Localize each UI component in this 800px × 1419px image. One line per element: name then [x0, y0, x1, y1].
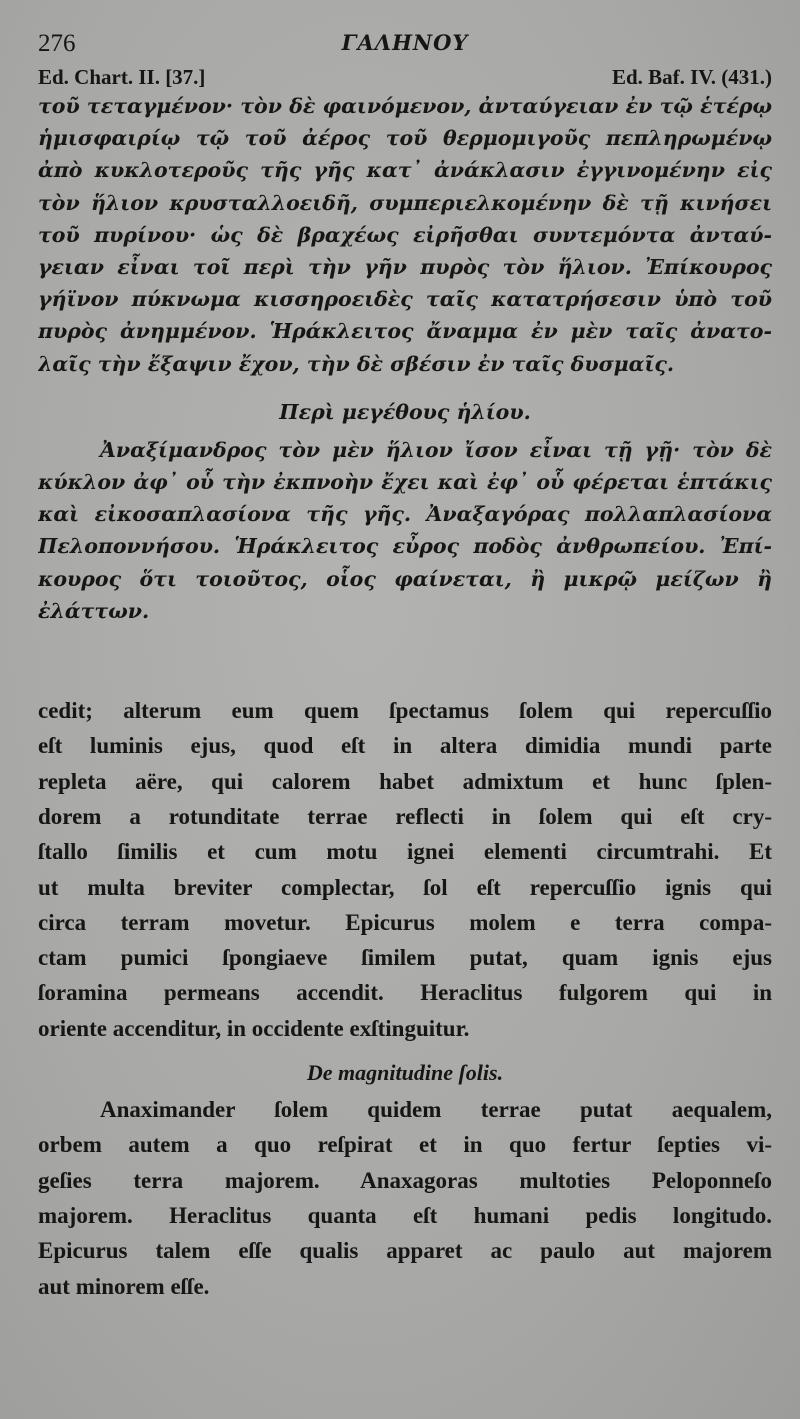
- edition-chartier: Ed. Chart. II. [37.]: [38, 65, 206, 89]
- page-number: 276: [38, 30, 76, 57]
- greek-line: τοῦ τεταγμένον· τὸν δὲ φαινόμενον, ἀνταύγειαν ἐν τῷ ἑτέρῳ: [38, 94, 772, 118]
- greek-line: Ἀναξίμανδρος τὸν μὲν ἥλιον ἴσον εἶναι τῇ γῇ· τὸν δὲ: [100, 437, 772, 462]
- running-head: [38, 30, 772, 66]
- greek-line: γήϊνον πύκνωμα κισσηροειδὲς ταῖς κατατρήσεσιν ὑπὸ τοῦ: [38, 287, 772, 312]
- running-title: ΓΑΛΗΝΟΥ: [341, 30, 469, 55]
- edition-references: [38, 66, 772, 88]
- greek-line: ἐλάττων.: [38, 598, 150, 623]
- latin-line: orbem autem a quo reſpirat et in quo fertur ſepties vi-: [38, 1132, 772, 1158]
- greek-line: τοῦ πυρίνου· ὡς δὲ βραχέως εἰρῆσθαι συντεμόντα ἀνταύ-: [38, 222, 772, 247]
- latin-line: oriente accenditur, in occidente exſtinguitur.: [38, 1015, 470, 1041]
- latin-line: dorem a rotunditate terrae reflecti in ſolem qui eſt cry-: [38, 803, 772, 829]
- latin-paragraph-2: [38, 1092, 772, 1304]
- greek-paragraph-1: [38, 90, 772, 380]
- latin-line: ſoramina permeans accendit. Heraclitus fulgorem qui in: [38, 980, 772, 1006]
- greek-line: ἡμισφαιρίῳ τῷ τοῦ ἀέρος τοῦ θερμομιγοῦς πεπληρωμένῳ: [38, 126, 772, 151]
- latin-paragraph-1: [38, 693, 772, 1046]
- greek-line: γειαν εἶναι τοῖ περὶ τὴν γῆν πυρὸς τὸν ἥλιον. Ἐπίκουρος: [38, 255, 772, 280]
- greek-line: κουρος ὅτι τοιοῦτος, οἷος φαίνεται, ἢ μικρῷ μείζων ἢ: [38, 566, 772, 591]
- greek-line: λαῖς τὴν ἔξαψιν ἔχον, τὴν δὲ σβέσιν ἐν ταῖς δυσμαῖς.: [38, 351, 675, 376]
- latin-line: ut multa breviter complectar, ſol eſt repercuſſio ignis qui: [38, 874, 772, 900]
- latin-line: aut minorem eſſe.: [38, 1273, 210, 1299]
- latin-line: ctam pumici ſpongiaeve ſimilem putat, quam ignis ejus: [38, 945, 772, 971]
- latin-line: ſtallo ſimilis et cum motu ignei elementi circumtrahi. Et: [38, 839, 772, 865]
- greek-line: καὶ εἰκοσαπλασίονα τῆς γῆς. Ἀναξαγόρας πολλαπλασίονα: [38, 502, 772, 527]
- greek-paragraph-2: [38, 434, 772, 627]
- greek-line: τὸν ἥλιον κρυσταλλοειδῆ, συμπεριελκομένην δὲ τῇ κινήσει: [38, 190, 772, 215]
- greek-line: πυρὸς ἀνημμένον. Ἡράκλειτος ἄναμμα ἐν μὲν ταῖς ἀνατο-: [38, 319, 772, 344]
- latin-section-heading: De magnitudine ſolis.: [306, 1060, 504, 1086]
- greek-line: κύκλον ἀφ᾽ οὗ τὴν ἐκπνοὴν ἔχει καὶ ἐφ᾽ οὗ φέρεται ἑπτάκις: [38, 470, 772, 495]
- latin-line: Epicurus talem eſſe qualis apparet ac paulo aut majorem: [38, 1238, 772, 1264]
- latin-line: Anaximander ſolem quidem terrae putat aequalem,: [100, 1097, 772, 1123]
- latin-line: circa terram movetur. Epicurus molem e terra compa-: [38, 909, 772, 935]
- latin-line: majorem. Heraclitus quanta eſt humani pedis longitudo.: [38, 1202, 772, 1228]
- section-gap: [38, 627, 772, 693]
- latin-line: repleta aëre, qui calorem habet admixtum et hunc ſplen-: [38, 768, 772, 794]
- latin-line: eſt luminis ejus, quod eſt in altera dimidia mundi parte: [38, 733, 772, 759]
- greek-line: Πελοποννήσου. Ἡράκλειτος εὖρος ποδὸς ἀνθρωπείου. Ἐπί-: [38, 534, 772, 559]
- latin-line: cedit; alterum eum quem ſpectamus ſolem qui repercuſſio: [38, 698, 772, 724]
- edition-basel: Ed. Baf. IV. (431.): [611, 65, 772, 89]
- latin-line: geſies terra majorem. Anaxagoras multoties Peloponneſo: [38, 1167, 772, 1193]
- greek-line: ἀπὸ κυκλοτεροῦς τῆς γῆς κατ᾽ ἀνάκλασιν ἐγγινομένην εἰς: [38, 158, 772, 183]
- greek-section-heading: Περὶ μεγέθους ἡλίου.: [279, 399, 531, 424]
